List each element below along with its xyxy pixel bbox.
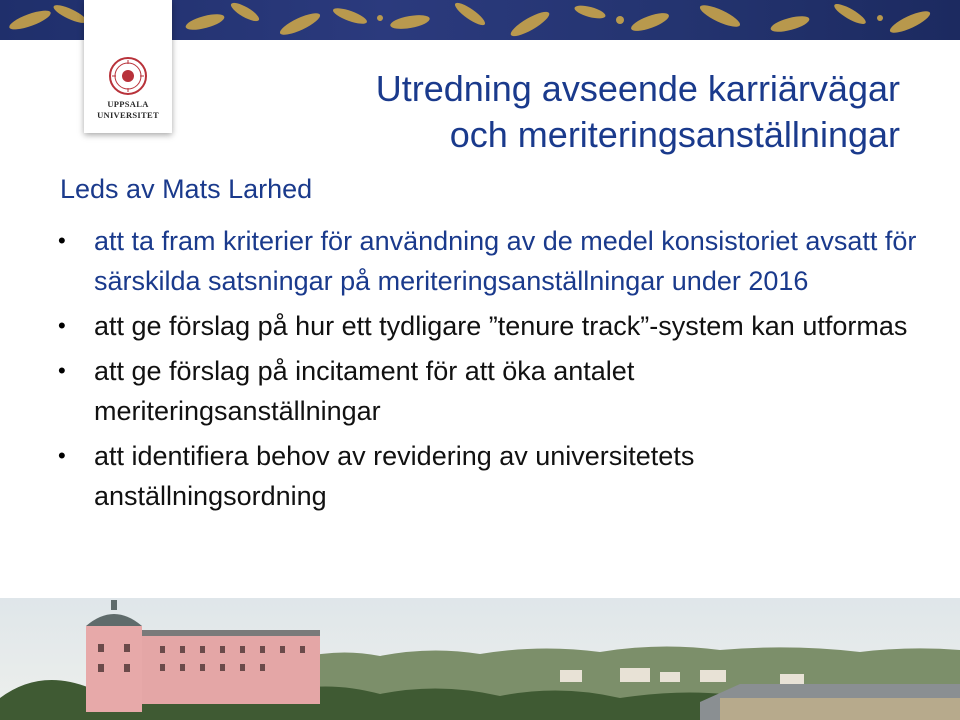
uppsala-castle-photo xyxy=(0,598,960,720)
list-item: • att identifiera behov av revidering av universitetets anställningsordning xyxy=(58,436,918,516)
list-item: • att ge förslag på incitament för att öka antalet meriteringsanställningar xyxy=(58,351,918,431)
list-item: • att ta fram kriterier för användning av de medel konsistoriet avsatt för särskilda satsningar på meriteringsanställningar under 2016 xyxy=(58,221,918,301)
bullet-icon: • xyxy=(58,313,66,338)
bullet-icon: • xyxy=(58,228,66,253)
university-logo xyxy=(84,0,172,133)
page-title xyxy=(260,66,900,158)
bullet-icon: • xyxy=(58,443,66,468)
list-item: • att ge förslag på hur ett tydligare ”tenure track”-system kan utformas xyxy=(58,306,918,346)
castle-landscape-icon xyxy=(0,598,960,720)
subtitle: Leds av Mats Larhed xyxy=(60,174,313,204)
bullet-list xyxy=(58,221,918,521)
logo-wordmark: UPPSALA UNIVERSITET xyxy=(97,99,159,120)
university-seal-icon xyxy=(108,56,148,96)
title-line-1: Utredning avseende karriärvägar xyxy=(375,68,900,109)
title-line-2: och meriteringsanställningar xyxy=(449,114,900,155)
bullet-icon: • xyxy=(58,358,66,383)
